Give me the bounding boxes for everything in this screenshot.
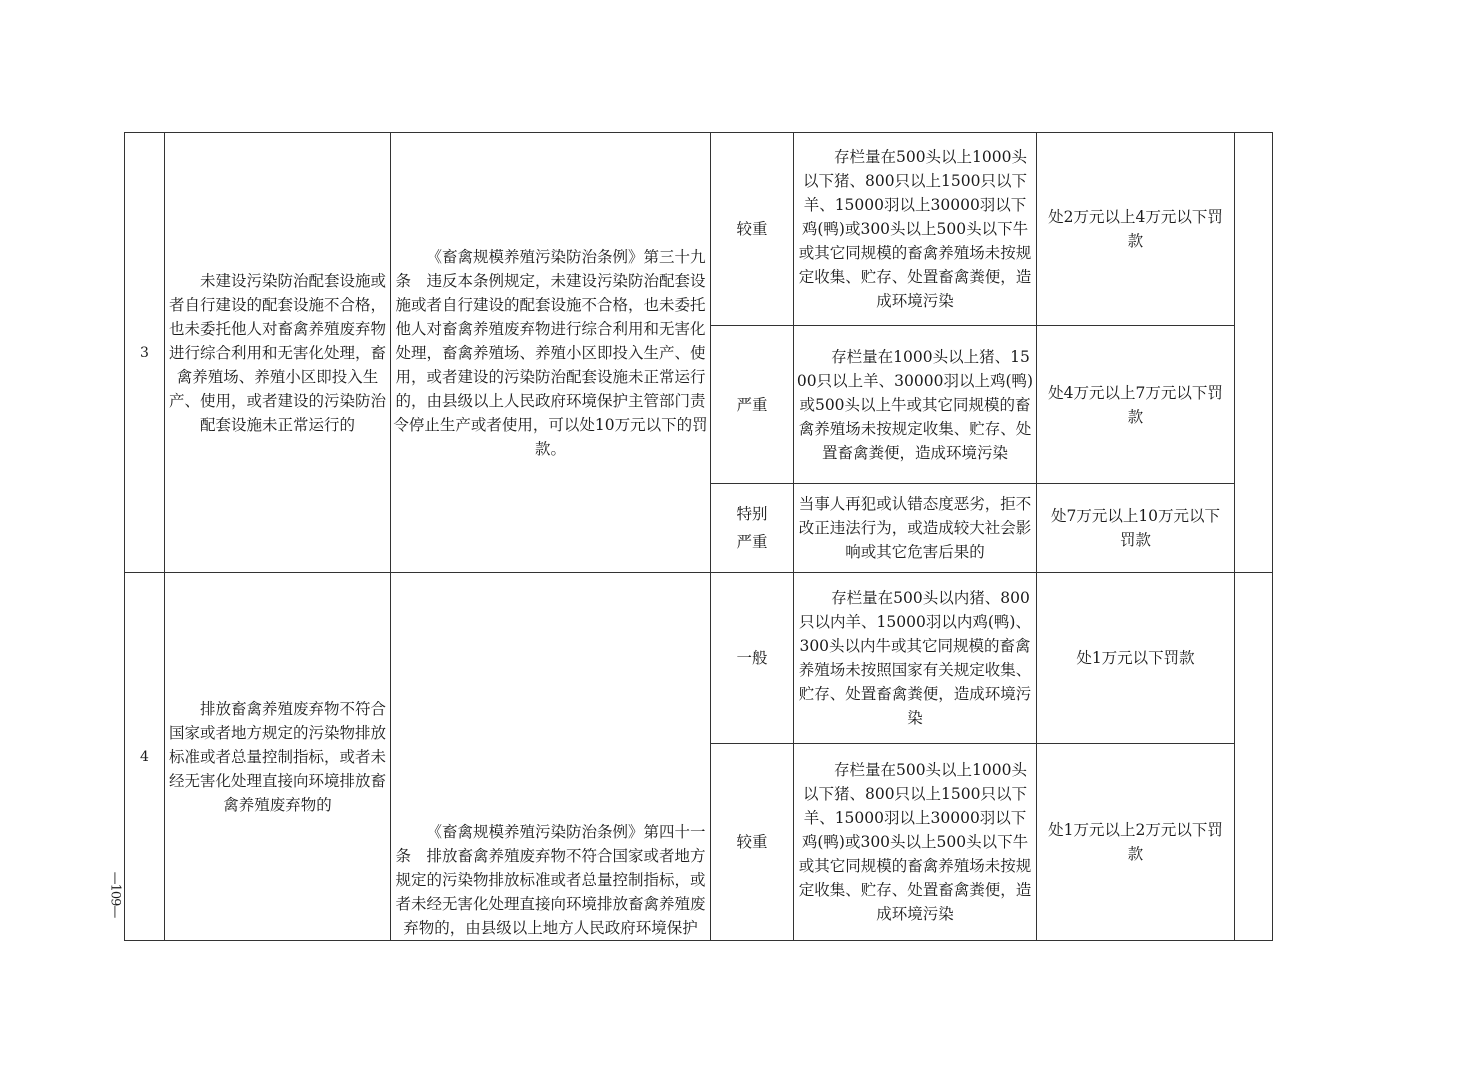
circumstance-text: 存栏量在500头以上1000头以下猪、800只以上1500只以下羊、15000羽以上30000羽以下鸡(鸭)或300头以上500头以下牛或其它同规模的畜禽养殖场未按规定收集、贮存、处置畜禽粪便，造成环境污染: [798, 148, 1032, 310]
table-row: [125, 573, 1273, 744]
violation-act-text: 排放畜禽养殖废弃物不符合国家或者地方规定的污染物排放标准或者总量控制指标，或者未经无害化处理直接向环境排放畜禽养殖废弃物的: [168, 699, 386, 814]
severity-level-cell: 严重: [711, 326, 794, 484]
item-number-cell: 3: [125, 133, 165, 573]
violation-act-cell: [165, 573, 391, 941]
penalty-cell: 处1万元以上2万元以下罚款: [1037, 744, 1235, 941]
violation-act-cell: [165, 133, 391, 573]
circumstance-cell: [794, 484, 1037, 573]
circumstance-text: 存栏量在500头以内猪、800只以内羊、15000羽以内鸡(鸭)、300头以内牛或其它同规模的畜禽养殖场未按照国家有关规定收集、贮存、处置畜禽粪便，造成环境污染: [798, 589, 1032, 727]
page-number: [100, 870, 130, 918]
severity-level-cell: [711, 484, 794, 573]
circumstance-cell: [794, 326, 1037, 484]
severity-level-cell: 较重: [711, 744, 794, 941]
remarks-cell: [1235, 133, 1273, 573]
penalty-cell: 处7万元以上10万元以下罚款: [1037, 484, 1235, 573]
circumstance-text: 当事人再犯或认错态度恶劣，拒不改正违法行为，或造成较大社会影响或其它危害后果的: [798, 495, 1032, 561]
circumstance-text: 存栏量在500头以上1000头以下猪、800只以上1500只以下羊、15000羽以上30000羽以下鸡(鸭)或300头以上500头以下牛或其它同规模的畜禽养殖场未按规定收集、贮存、处置畜禽粪便，造成环境污染: [798, 761, 1032, 923]
remarks-cell: [1235, 573, 1273, 941]
legal-basis-cell: [391, 133, 711, 573]
penalty-cell: 处4万元以上7万元以下罚款: [1037, 326, 1235, 484]
circumstance-text: 存栏量在1000头以上猪、1500只以上羊、30000羽以上鸡(鸭)或500头以上牛或其它同规模的畜禽养殖场未按规定收集、贮存、处置畜禽粪便，造成环境污染: [796, 347, 1034, 462]
severity-level-line: 特别: [736, 505, 768, 523]
severity-level-line: 严重: [736, 533, 768, 551]
violation-act-text: 未建设污染防治配套设施或者自行建设的配套设施不合格，也未委托他人对畜禽养殖废弃物进行综合利用和无害化处理，畜禽养殖场、养殖小区即投入生产、使用，或者建设的污染防治配套设施未正常运行的: [168, 271, 386, 434]
circumstance-cell: [794, 744, 1037, 941]
severity-level-cell: 一般: [711, 573, 794, 744]
legal-basis-cell: [391, 573, 711, 941]
severity-level-cell: 较重: [711, 133, 794, 326]
page-number-text: —109—: [107, 871, 123, 917]
circumstance-cell: [794, 573, 1037, 744]
circumstance-cell: [794, 133, 1037, 326]
legal-basis-text: 《畜禽规模养殖污染防治条例》第三十九条 违反本条例规定，未建设污染防治配套设施或者自行建设的配套设施不合格，也未委托他人对畜禽养殖废弃物进行综合利用和无害化处理，畜禽养殖场、养殖小区即投入生产、使用，或者建设的污染防治配套设施未正常运行的，由县级以上人民政府环境保护主管部门责令停止生产或者使用，可以处10万元以下的罚款。: [393, 247, 708, 458]
penalty-cell: 处1万元以下罚款: [1037, 573, 1235, 744]
table-row: [125, 133, 1273, 326]
penalty-cell: 处2万元以上4万元以下罚款: [1037, 133, 1235, 326]
legal-basis-text: 《畜禽规模养殖污染防治条例》第四十一条 排放畜禽养殖废弃物不符合国家或者地方规定的污染物排放标准或者总量控制指标，或者未经无害化处理直接向环境排放畜禽养殖废弃物的，由县级以上地方人民政府环境保护: [395, 823, 706, 937]
penalty-standard-table: [124, 132, 1273, 941]
item-number-cell: 4: [125, 573, 165, 941]
